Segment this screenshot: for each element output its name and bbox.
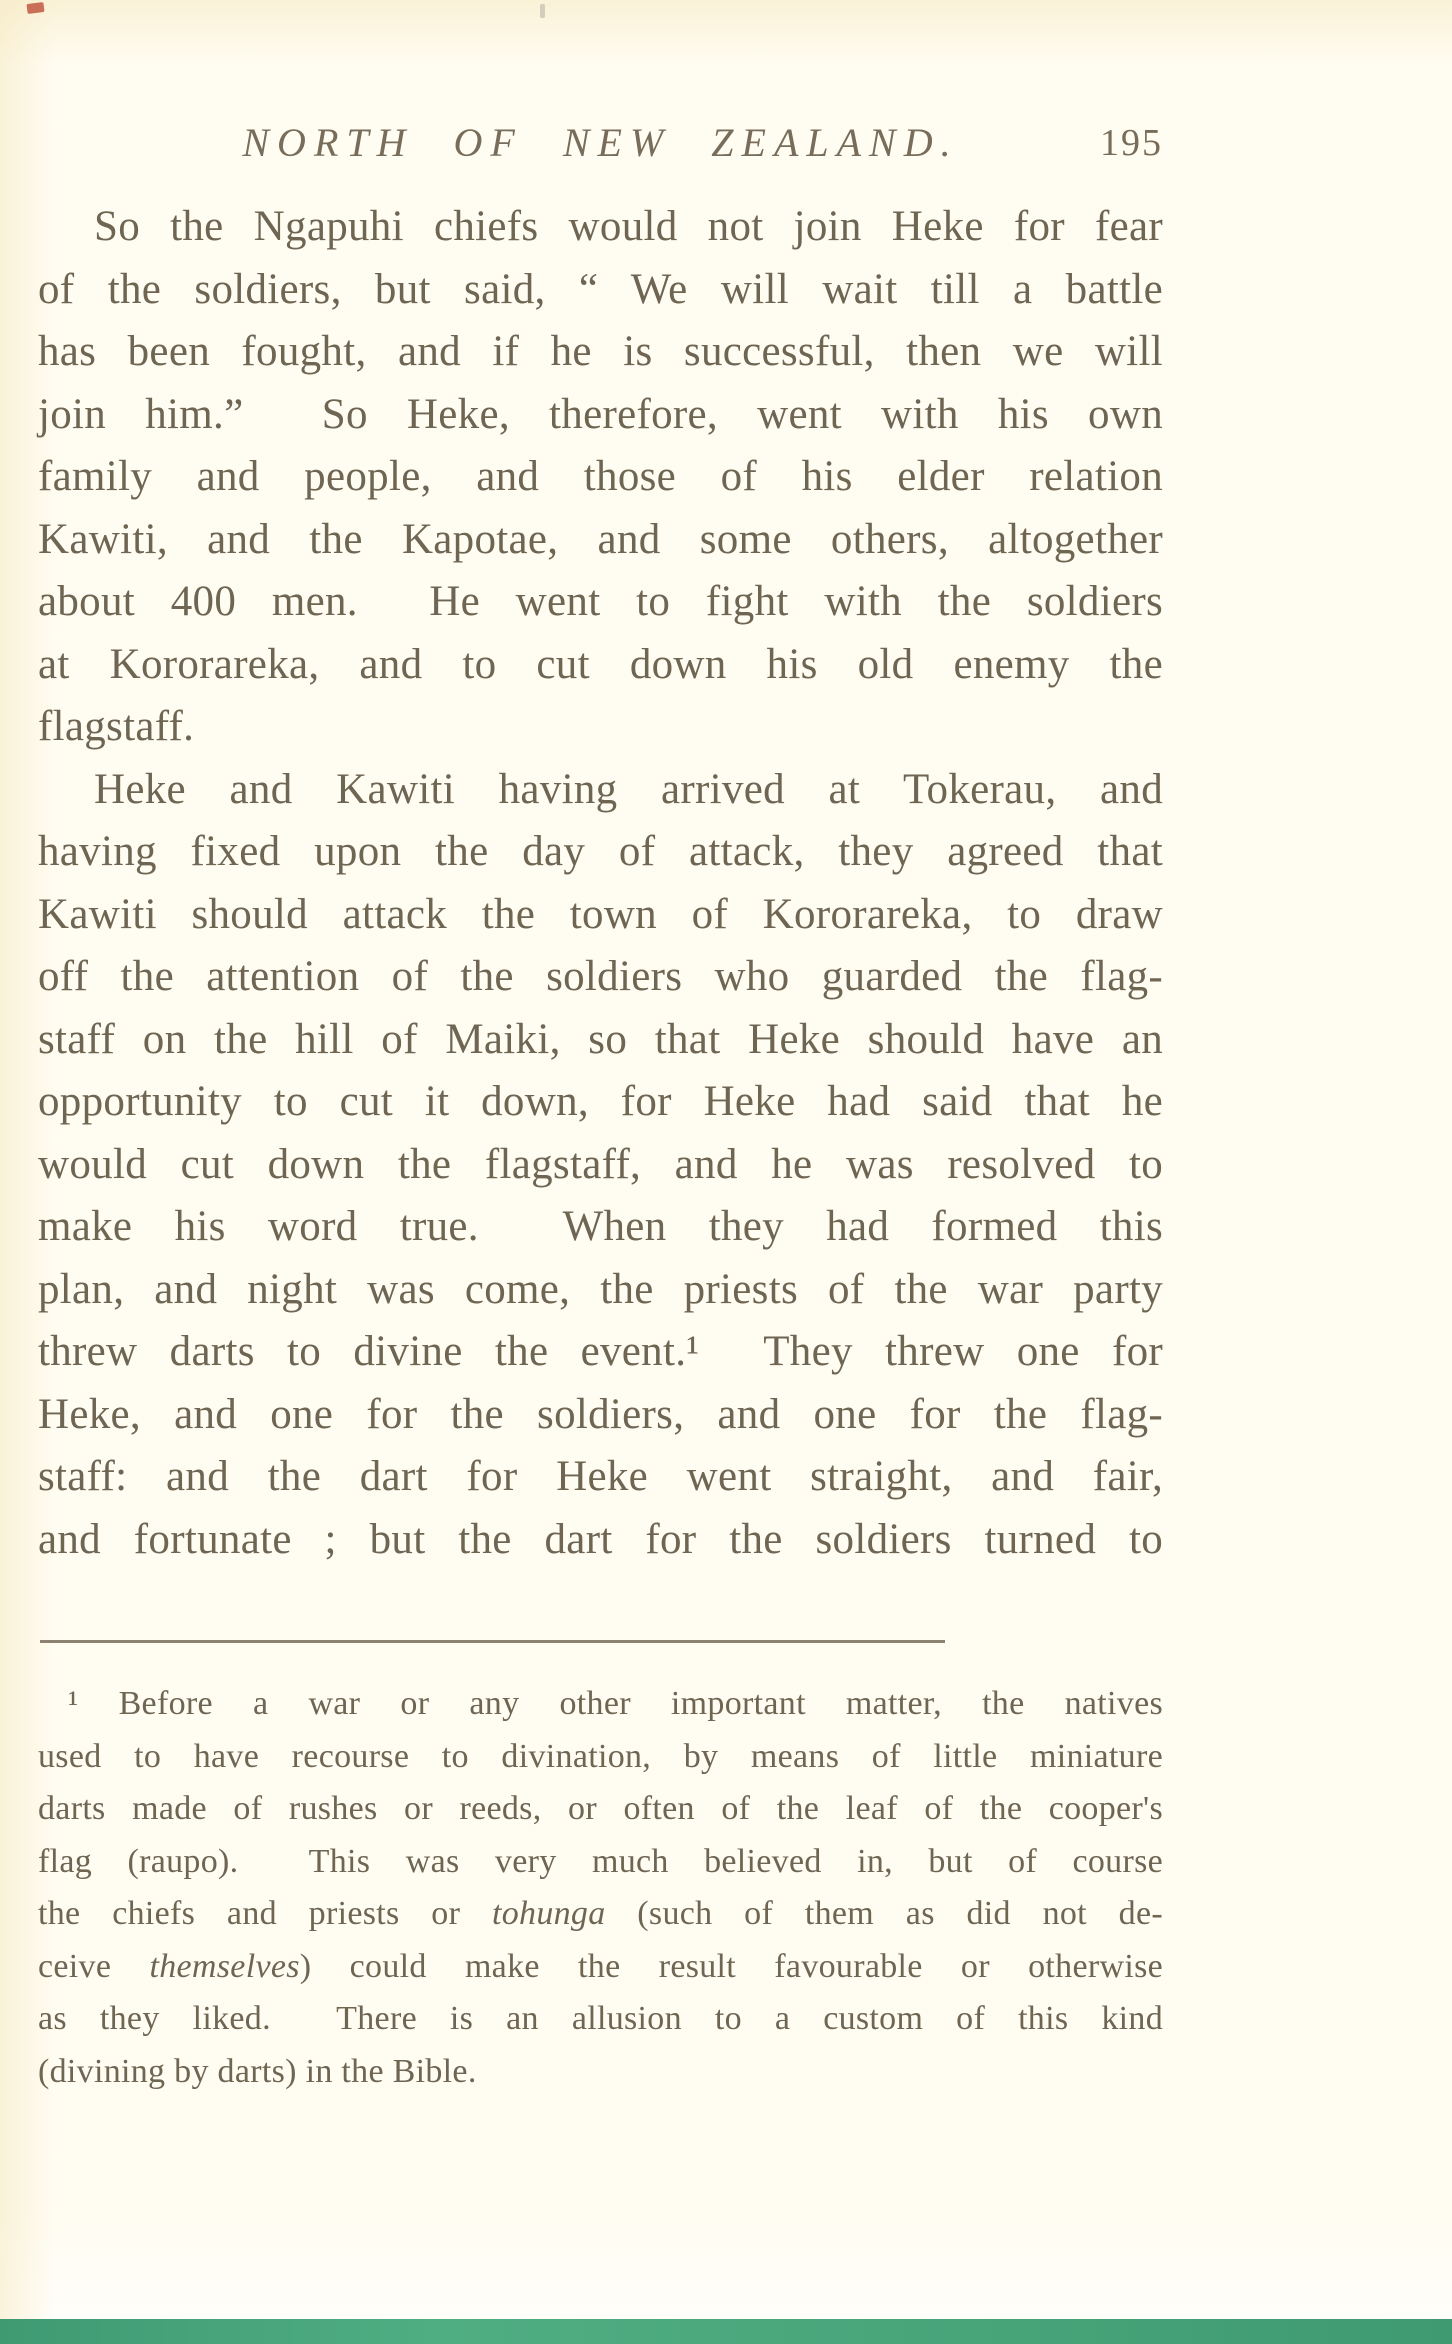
text-line: the chiefs and priests or tohunga (such of them as did not de- — [38, 1895, 1163, 1932]
text-line: and fortunate ; but the dart for the soldiers turned to — [38, 1515, 1163, 1563]
text-line: at Kororareka, and to cut down his old enemy the — [38, 640, 1163, 688]
footnote-block — [38, 1678, 1163, 2098]
text-line: Kawiti, and the Kapotae, and some others, altogether — [38, 515, 1163, 563]
page-header — [38, 116, 1163, 170]
text-line: as they liked. There is an allusion to a custom of this kind — [38, 2000, 1163, 2037]
text-line: staff: and the dart for Heke went straight, and fair, — [38, 1453, 1163, 1500]
text-line: staff on the hill of Maiki, so that Heke should have an — [38, 1015, 1163, 1063]
footnote-separator-rule — [40, 1640, 945, 1643]
text-line: would cut down the flagstaff, and he was resolved to — [38, 1140, 1163, 1188]
text-line: of the soldiers, but said, “ We will wait till a battle — [38, 265, 1163, 313]
text-line: (divining by darts) in the Bible. — [38, 2052, 477, 2090]
text-line: family and people, and those of his elder relation — [38, 453, 1163, 500]
text-line: Heke, and one for the soldiers, and one for the flag- — [38, 1390, 1163, 1438]
text-line: used to have recourse to divination, by means of little miniature — [38, 1737, 1163, 1775]
text-line: off the attention of the soldiers who guarded the flag- — [38, 953, 1163, 1000]
text-line: ceive themselves) could make the result favourable or otherwise — [38, 1947, 1163, 1985]
text-line: having fixed upon the day of attack, they agreed that — [38, 828, 1163, 875]
text-line: make his word true. When they had formed this — [38, 1203, 1163, 1250]
text-line: ¹ Before a war or any other important matter, the natives — [68, 1685, 1163, 1722]
page-number: 195 — [1100, 122, 1163, 164]
text-line: threw darts to divine the event.¹ They threw one for — [38, 1328, 1163, 1375]
green-scan-edge-strip — [0, 2319, 1452, 2344]
text-line: flag (raupo). This was very much believed in, but of course — [38, 1842, 1163, 1880]
paragraph — [38, 1678, 1163, 2098]
text-line: opportunity to cut it down, for Heke had said that he — [38, 1078, 1163, 1125]
paragraph — [38, 196, 1163, 759]
text-line: Kawiti should attack the town of Kororareka, to draw — [38, 890, 1163, 938]
text-line: So the Ngapuhi chiefs would not join Heke for fear — [94, 203, 1163, 250]
red-ink-scan-artifact — [26, 2, 44, 14]
paragraph — [38, 759, 1163, 1572]
text-line: join him.” So Heke, therefore, went with his own — [38, 390, 1163, 438]
text-line: has been fought, and if he is successful, then we will — [38, 328, 1163, 375]
text-line: about 400 men. He went to fight with the soldiers — [38, 578, 1163, 625]
text-line: darts made of rushes or reeds, or often of the leaf of the cooper's — [38, 1790, 1163, 1827]
main-text-block — [38, 196, 1163, 1571]
text-line: flagstaff. — [38, 703, 195, 750]
running-header-title: NORTH OF NEW ZEALAND. — [242, 120, 959, 165]
grey-scan-artifact — [540, 4, 545, 18]
text-line: Heke and Kawiti having arrived at Tokerau, and — [94, 765, 1163, 813]
text-line: plan, and night was come, the priests of the war party — [38, 1265, 1163, 1313]
